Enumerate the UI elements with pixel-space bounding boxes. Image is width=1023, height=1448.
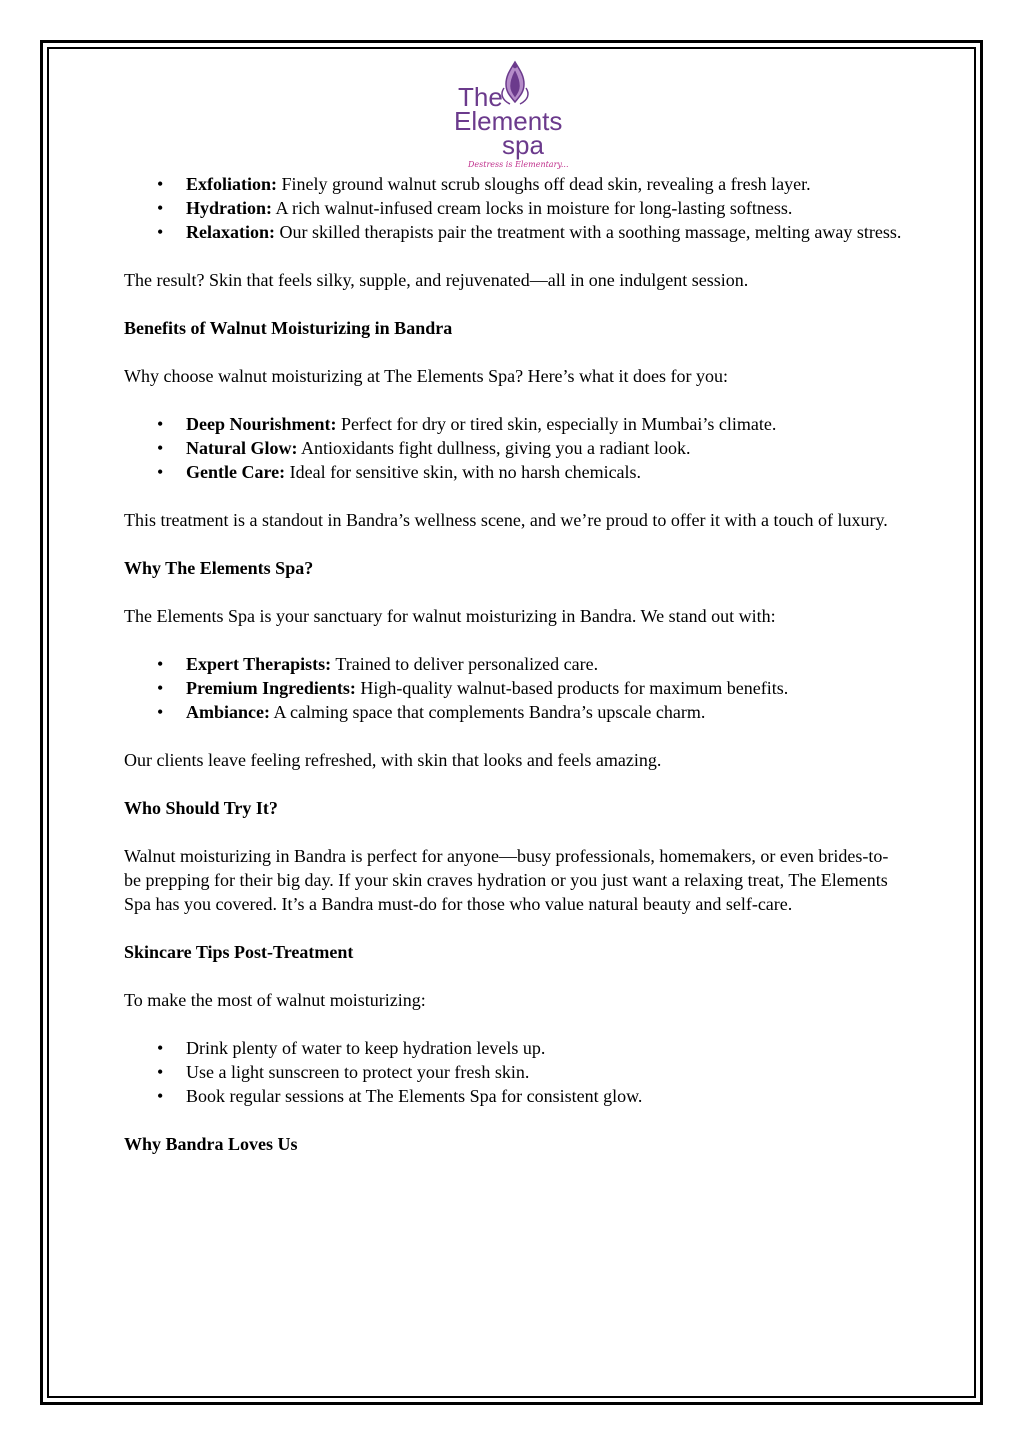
intro-list: [124, 172, 904, 244]
list-item: [124, 676, 904, 700]
list-item-text: High-quality walnut-based products for maximum benefits.: [355, 678, 789, 698]
benefits-intro: Why choose walnut moisturizing at The Elements Spa? Here’s what it does for you:: [124, 366, 729, 386]
list-item-term: Expert Therapists:: [186, 654, 332, 674]
lotus-icon: [502, 62, 528, 104]
list-item: [124, 436, 904, 460]
who-heading: Who Should Try It?: [124, 798, 278, 818]
list-item-term: Deep Nourishment:: [186, 414, 337, 434]
list-item-text: Our skilled therapists pair the treatment with a soothing massage, melting away stress.: [275, 222, 902, 242]
tips-list: [124, 1036, 904, 1108]
list-item: • Drink plenty of water to keep hydration levels up.: [124, 1036, 904, 1060]
result-paragraph: The result? Skin that feels silky, supple, and rejuvenated—all in one indulgent session.: [124, 270, 749, 290]
list-item-text: A calming space that complements Bandra’s upscale charm.: [270, 702, 706, 722]
who-paragraph: Walnut moisturizing in Bandra is perfect for anyone—busy professionals, homemakers, or even brides-to-be prepping for their big day. If your skin craves hydration or you just want a relaxing treat, The Elements Spa has you covered. It’s a Bandra must-do for those who value natural beauty and self-care.: [124, 846, 889, 914]
list-item-term: Relaxation:: [186, 222, 275, 242]
list-item: [124, 172, 904, 196]
list-item-text: Finely ground walnut scrub sloughs off dead skin, revealing a fresh layer.: [277, 174, 811, 194]
elements-spa-logo: [440, 58, 590, 170]
benefits-list: [124, 412, 904, 484]
why-heading: Why The Elements Spa?: [124, 558, 314, 578]
list-item: [124, 196, 904, 220]
document-body: [124, 172, 904, 1180]
list-item-term: Premium Ingredients:: [186, 678, 356, 698]
tips-heading: Skincare Tips Post-Treatment: [124, 942, 354, 962]
why-outro: Our clients leave feeling refreshed, with skin that looks and feels amazing.: [124, 750, 662, 770]
list-item: [124, 652, 904, 676]
logo-text-spa: spa: [502, 130, 544, 160]
list-item-term: Gentle Care:: [186, 462, 286, 482]
logo-tagline: Destress is Elementary...: [468, 160, 569, 169]
list-item-text: Ideal for sensitive skin, with no harsh chemicals.: [285, 462, 642, 482]
why-intro: The Elements Spa is your sanctuary for walnut moisturizing in Bandra. We stand out with:: [124, 606, 776, 626]
benefits-heading: Benefits of Walnut Moisturizing in Bandra: [124, 318, 453, 338]
list-item-text: Trained to deliver personalized care.: [331, 654, 599, 674]
list-item: [124, 412, 904, 436]
list-item: [124, 700, 904, 724]
list-item-term: Natural Glow:: [186, 438, 298, 458]
list-item-term: Exfoliation:: [186, 174, 278, 194]
loves-heading: Why Bandra Loves Us: [124, 1134, 298, 1154]
tips-intro: To make the most of walnut moisturizing:: [124, 990, 426, 1010]
logo-text-the: The: [458, 82, 503, 112]
list-item-term: Hydration:: [186, 198, 273, 218]
benefits-outro: This treatment is a standout in Bandra’s wellness scene, and we’re proud to offer it with a touch of luxury.: [124, 510, 888, 530]
list-item-text: Perfect for dry or tired skin, especially in Mumbai’s climate.: [336, 414, 777, 434]
logo-text-elements: Elements: [454, 106, 563, 136]
list-item-text: A rich walnut-infused cream locks in moisture for long-lasting softness.: [272, 198, 793, 218]
list-item-text: Antioxidants fight dullness, giving you a radiant look.: [297, 438, 691, 458]
list-item: • Use a light sunscreen to protect your fresh skin.: [124, 1060, 904, 1084]
list-item: [124, 220, 904, 244]
why-list: [124, 652, 904, 724]
list-item: • Book regular sessions at The Elements Spa for consistent glow.: [124, 1084, 904, 1108]
list-item-term: Ambiance:: [186, 702, 270, 722]
list-item: [124, 460, 904, 484]
